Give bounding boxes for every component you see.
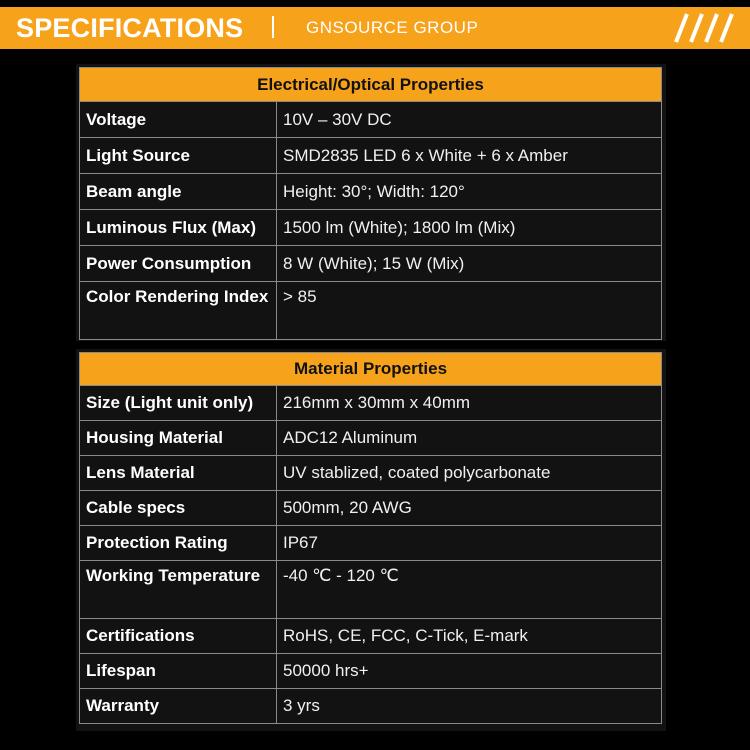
table-row	[80, 456, 662, 491]
spec-value: -40 ℃ - 120 ℃	[277, 561, 662, 619]
spec-value: Height: 30°; Width: 120°	[277, 174, 662, 210]
table-row	[80, 619, 662, 654]
table-row	[80, 210, 662, 246]
header-bar	[0, 0, 750, 58]
brand-name: GNSOURCE GROUP	[306, 18, 479, 37]
spec-label: Luminous Flux (Max)	[80, 210, 277, 246]
table-row	[80, 421, 662, 456]
material-properties-panel	[76, 349, 666, 731]
table-row	[80, 491, 662, 526]
table-row	[80, 689, 662, 724]
spec-value: UV stablized, coated polycarbonate	[277, 456, 662, 491]
spec-value: 216mm x 30mm x 40mm	[277, 386, 662, 421]
spec-label: Power Consumption	[80, 246, 277, 282]
table-row	[80, 561, 662, 619]
spec-value: IP67	[277, 526, 662, 561]
spec-value: 8 W (White); 15 W (Mix)	[277, 246, 662, 282]
table-row	[80, 386, 662, 421]
spec-label: Housing Material	[80, 421, 277, 456]
spec-label: Lifespan	[80, 654, 277, 689]
electrical-heading: Electrical/Optical Properties	[80, 68, 662, 102]
spec-value: 50000 hrs+	[277, 654, 662, 689]
table-row	[80, 246, 662, 282]
material-properties-table	[79, 352, 662, 724]
spec-label: Protection Rating	[80, 526, 277, 561]
spec-value: RoHS, CE, FCC, C-Tick, E-mark	[277, 619, 662, 654]
material-heading: Material Properties	[80, 353, 662, 386]
spec-value: 3 yrs	[277, 689, 662, 724]
spec-label: Light Source	[80, 138, 277, 174]
electrical-properties-table	[79, 67, 662, 340]
table-row	[80, 654, 662, 689]
spec-value: 1500 lm (White); 1800 lm (Mix)	[277, 210, 662, 246]
header-separator	[272, 16, 274, 38]
spec-label: Beam angle	[80, 174, 277, 210]
table-row	[80, 526, 662, 561]
electrical-properties-panel	[76, 64, 666, 341]
spec-label: Voltage	[80, 102, 277, 138]
spec-value: ADC12 Aluminum	[277, 421, 662, 456]
spec-value: 10V – 30V DC	[277, 102, 662, 138]
spec-label: Working Temperature	[80, 561, 277, 619]
spec-value: > 85	[277, 282, 662, 340]
spec-label: Color Rendering Index	[80, 282, 277, 340]
spec-label: Cable specs	[80, 491, 277, 526]
table-row	[80, 102, 662, 138]
spec-label: Lens Material	[80, 456, 277, 491]
spec-label: Size (Light unit only)	[80, 386, 277, 421]
table-row	[80, 282, 662, 340]
page-title: SPECIFICATIONS	[16, 13, 244, 43]
four-slashes-icon	[662, 7, 742, 49]
table-row	[80, 174, 662, 210]
spec-label: Warranty	[80, 689, 277, 724]
table-row	[80, 138, 662, 174]
spec-label: Certifications	[80, 619, 277, 654]
spec-value: 500mm, 20 AWG	[277, 491, 662, 526]
spec-value: SMD2835 LED 6 x White + 6 x Amber	[277, 138, 662, 174]
